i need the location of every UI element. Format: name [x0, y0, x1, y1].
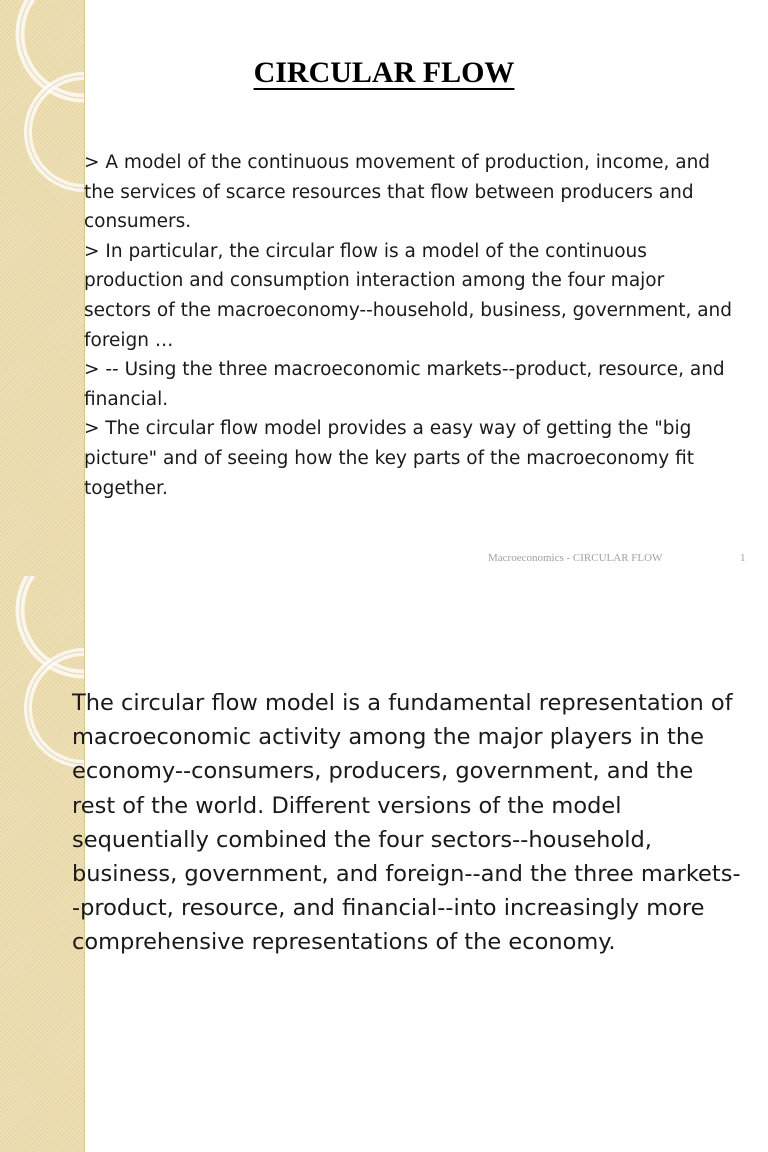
slide-title: CIRCULAR FLOW — [253, 56, 515, 89]
slide-body-text: The circular flow model is a fundamental representation of macroeconomic activity among the major players in the economy--consumers, producers, government, and the rest of the world. Different versions of the model sequentially combined the four sectors--household, business, government, and foreign--and the three markets--product, resource, and financial--into increasingly more comprehensive representations of the economy. — [72, 690, 741, 956]
bullet-paragraph: > In particular, the circular flow is a model of the continuous production and consumption interaction among the four major sectors of the macroeconomy--household, business, government, and foreign … — [84, 240, 733, 351]
decorative-circles-icon — [0, 0, 84, 576]
slide-footer: Macroeconomics - CIRCULAR FLOW — [488, 552, 663, 564]
page-number: 1 — [740, 552, 746, 564]
bullet-paragraph: > A model of the continuous movement of production, income, and the services of scarce resources that flow between producers and consumers. — [84, 152, 711, 233]
bullet-paragraph: > The circular flow model provides a easy way of getting the "big picture" and of seeing how the key parts of the macroeconomy fit together. — [84, 418, 694, 499]
slide-body — [84, 148, 734, 503]
slide-2 — [0, 576, 768, 1152]
bullet-paragraph: > -- Using the three macroeconomic markets--product, resource, and financial. — [84, 359, 725, 410]
decorative-sidebar — [0, 0, 85, 576]
